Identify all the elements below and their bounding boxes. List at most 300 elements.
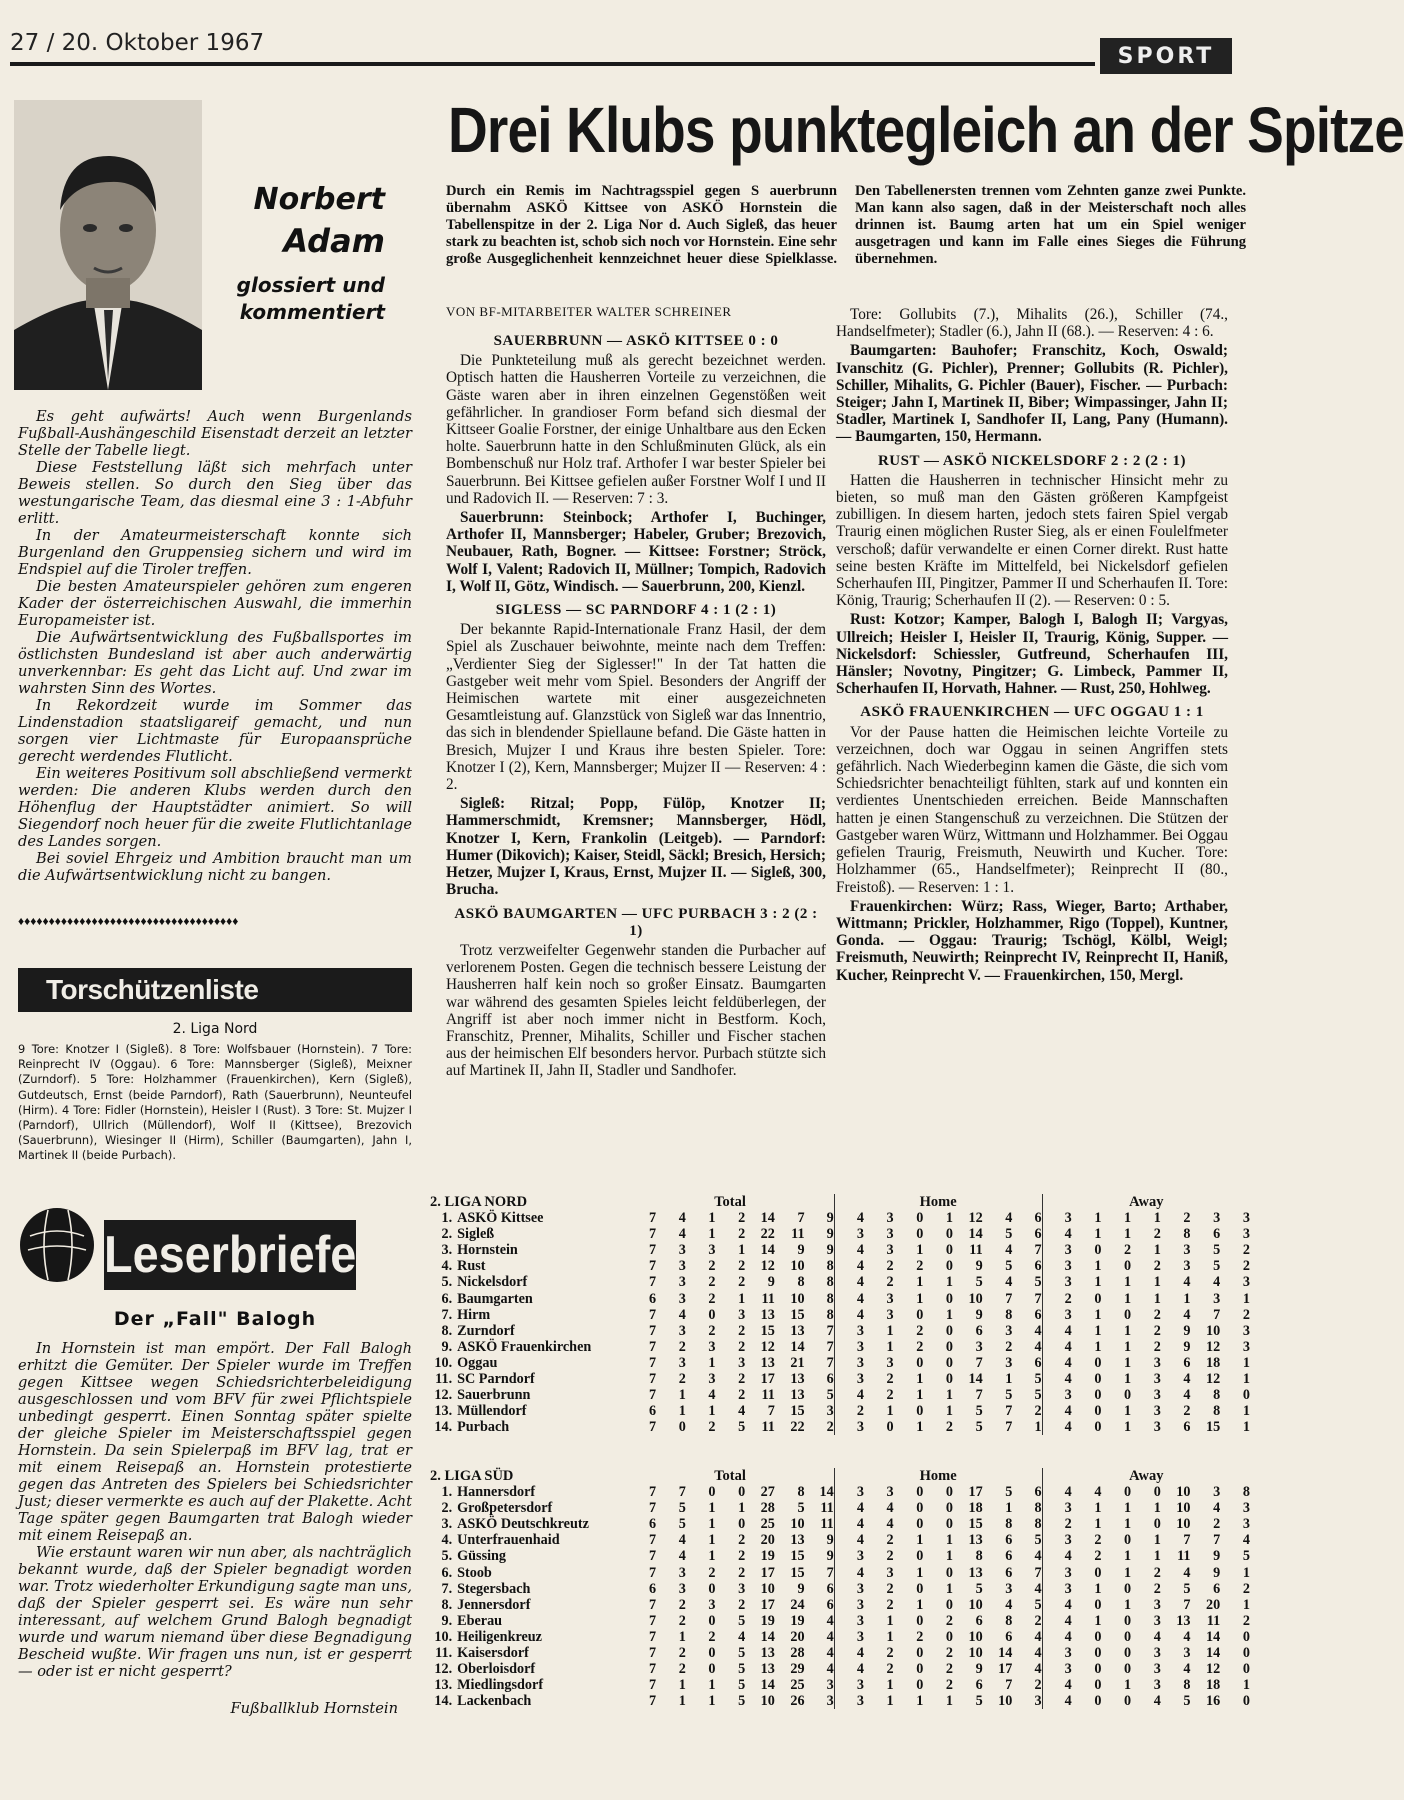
stat-cell: 1 <box>886 1612 894 1629</box>
stat-cell: 4 <box>1034 1645 1042 1662</box>
stat-cell: 2 <box>1153 1564 1161 1581</box>
stat-cell: 6 <box>649 1403 657 1420</box>
stat-cell: 0 <box>1094 1290 1102 1307</box>
table-row <box>430 1677 1250 1693</box>
stat-cell: 0 <box>708 1661 716 1678</box>
stat-cell: 8 <box>826 1290 834 1307</box>
stat-cell: 15 <box>1205 1419 1221 1436</box>
stat-cell: 7 <box>649 1210 657 1227</box>
stat-cell: 2 <box>1034 1612 1042 1629</box>
stat-cell: 2 <box>1034 1403 1042 1420</box>
stat-cell: 17 <box>998 1661 1013 1678</box>
stat-cell: 2 <box>1042 1291 1072 1307</box>
stat-cell: 25 <box>790 1677 805 1694</box>
stat-cell: 7 <box>1213 1532 1221 1549</box>
stat-cell: 12 <box>760 1338 775 1355</box>
stat-cell: 7 <box>649 1628 657 1645</box>
table-row <box>430 1500 1250 1516</box>
rank-cell: 6. <box>441 1564 453 1581</box>
stat-cell: 3 <box>678 1564 686 1581</box>
stat-cell: 5 <box>1213 1242 1221 1259</box>
stat-cell: 7 <box>649 1693 657 1710</box>
stat-cell: 8 <box>1242 1484 1250 1501</box>
scorers-subtitle: 2. Liga Nord <box>172 1021 258 1037</box>
stat-cell: 6 <box>1005 1548 1013 1565</box>
stat-cell: 10 <box>790 1516 805 1533</box>
stat-cell: 0 <box>1124 1306 1132 1323</box>
stat-cell: 6 <box>1034 1306 1042 1323</box>
stat-cell: 9 <box>1213 1564 1221 1581</box>
stat-cell: 7 <box>1034 1290 1042 1307</box>
stat-cell: 1 <box>708 1516 716 1533</box>
stat-cell: 1 <box>945 1532 953 1549</box>
team-cell: Baumgarten <box>457 1290 533 1307</box>
stat-cell: 9 <box>1213 1548 1221 1565</box>
stat-cell: 1 <box>1094 1612 1102 1629</box>
stat-cell: 0 <box>886 1419 894 1436</box>
stat-cell: 2 <box>678 1596 686 1613</box>
stat-cell: 6 <box>649 1516 657 1533</box>
stat-cell: 1 <box>1124 1516 1132 1533</box>
stat-cell: 1 <box>916 1419 924 1436</box>
stat-cell: 6 <box>975 1677 983 1694</box>
stat-cell: 7 <box>649 1338 657 1355</box>
stat-cell: 1 <box>738 1242 746 1259</box>
stat-cell: 4 <box>834 1242 864 1258</box>
stat-cell: 1 <box>886 1338 894 1355</box>
stat-cell: 4 <box>826 1628 834 1645</box>
stat-cell: 7 <box>649 1645 657 1662</box>
stat-cell: 13 <box>790 1387 805 1404</box>
stat-cell: 0 <box>1094 1661 1102 1678</box>
stat-cell: 6 <box>826 1371 834 1388</box>
stat-cell: 8 <box>797 1274 805 1291</box>
stat-cell: 3 <box>678 1322 686 1339</box>
stat-cell: 1 <box>678 1387 686 1404</box>
stat-cell: 1 <box>1124 1322 1132 1339</box>
stat-cell: 2 <box>1242 1242 1250 1259</box>
stat-cell: 1 <box>1242 1371 1250 1388</box>
stat-cell: 4 <box>1042 1629 1072 1645</box>
team-cell: Purbach <box>457 1419 510 1436</box>
stat-cell: 5 <box>975 1419 983 1436</box>
portrait-illustration <box>14 100 202 390</box>
stat-cell: 0 <box>1242 1628 1250 1645</box>
stat-cell: 2 <box>738 1532 746 1549</box>
stat-cell: 9 <box>975 1661 983 1678</box>
stat-cell: 10 <box>998 1693 1013 1710</box>
stat-cell: 6 <box>1005 1532 1013 1549</box>
stat-cell: 3 <box>1242 1226 1250 1243</box>
stat-cell: 15 <box>790 1564 805 1581</box>
stat-cell: 7 <box>649 1419 657 1436</box>
stat-cell: 3 <box>886 1242 894 1259</box>
stat-cell: 10 <box>790 1290 805 1307</box>
stat-cell: 1 <box>1005 1500 1013 1517</box>
stat-cell: 1 <box>945 1403 953 1420</box>
team-cell: Heiligenkreuz <box>457 1628 542 1645</box>
stat-cell: 1 <box>1153 1274 1161 1291</box>
stat-cell: 26 <box>790 1693 805 1710</box>
stat-cell: 18 <box>968 1500 983 1517</box>
stat-cell: 14 <box>760 1628 775 1645</box>
stat-cell: 19 <box>790 1612 805 1629</box>
stat-cell: 2 <box>1153 1580 1161 1597</box>
stat-cell: 0 <box>916 1500 924 1517</box>
match-lineup: Baumgarten: Bauhofer; Franschitz, Koch, Oswald; Ivanschitz (G. Pichler), Prenner; Gollubits (R. Pichler), Schiller, Mihalits, G. Pichler (Bauer), Fischer. — Purbach: Steiger; Jahn I, Martinek II, Biber; Wimpassinger, Jahn II; Stadler, Martinek I, Sandhofer II, Lang, Pany (Humann). — Baumgarten, 150, Hermann. <box>836 342 1228 446</box>
rank-cell: 14. <box>434 1693 453 1710</box>
stat-cell: 14 <box>1205 1645 1221 1662</box>
match-lineup: Sigleß: Ritzal; Popp, Fülöp, Knotzer II; Hammerschmidt, Kremsner; Mannsberger, Hödl, Knotzer I, Kern, Frankolin (Leitgeb). — Parndorf: Humer (Dikovich); Kaiser, Steidl, Säckl; Bresich, Hersich; Hetzer, Mujzer I, Kraus, Ernst, Mujzer II. — Sigleß, 300, Brucha. <box>446 795 826 899</box>
stat-cell: 13 <box>760 1354 775 1371</box>
stat-cell: 28 <box>760 1500 775 1517</box>
stat-cell: 1 <box>1124 1274 1132 1291</box>
stat-cell: 1 <box>678 1693 686 1710</box>
stat-cell: 7 <box>826 1354 834 1371</box>
stat-cell: 14 <box>968 1371 983 1388</box>
stat-cell: 4 <box>678 1532 686 1549</box>
stat-cell: 0 <box>945 1226 953 1243</box>
stat-cell: 1 <box>945 1274 953 1291</box>
stat-cell: 4 <box>834 1307 864 1323</box>
stat-cell: 9 <box>1183 1322 1191 1339</box>
stat-cell: 4 <box>834 1565 864 1581</box>
stat-cell: 3 <box>826 1677 834 1694</box>
table-row <box>430 1661 1250 1677</box>
stat-cell: 1 <box>916 1532 924 1549</box>
table-row <box>430 1355 1250 1371</box>
away-header: Away <box>1042 1468 1250 1484</box>
stat-cell: 4 <box>1183 1628 1191 1645</box>
stat-cell: 3 <box>1153 1419 1161 1436</box>
stat-cell: 2 <box>738 1322 746 1339</box>
stat-cell: 1 <box>886 1322 894 1339</box>
stat-cell: 2 <box>708 1322 716 1339</box>
columnist-last-name: Adam <box>283 222 385 260</box>
stat-cell: 3 <box>1042 1307 1072 1323</box>
stat-cell: 4 <box>1094 1484 1102 1501</box>
stat-cell: 7 <box>1034 1242 1042 1259</box>
stat-cell: 2 <box>738 1548 746 1565</box>
stat-cell: 5 <box>678 1500 686 1517</box>
stat-cell: 5 <box>1034 1274 1042 1291</box>
stat-cell: 2 <box>945 1612 953 1629</box>
team-cell: Miedlingsdorf <box>457 1677 544 1694</box>
stat-cell: 3 <box>886 1290 894 1307</box>
stat-cell: 7 <box>1183 1532 1191 1549</box>
match-lineup: Frauenkirchen: Würz; Rass, Wieger, Barto; Arthaber, Wittmann; Prickler, Holzhammer, Rigo (Toppel), Kuntner, Gonda. — Oggau: Traurig; Tschögl, Kölbl, Weigl; Freismuth, Neuwirth; Reinprecht IV, Reinprecht II, Haniß, Kucher, Reinprecht V. — Frauenkirchen, 150, Mergl. <box>836 897 1228 984</box>
stat-cell: 3 <box>1183 1645 1191 1662</box>
article-intro: Durch ein Remis im Nachtragsspiel gegen S auerbrunn übernahm ASKÖ Kittsee von ASKÖ Hornstein die Tabellenspitze in der 2. Liga Nor d. Auch Sigleß, das heuer stark zu beachten ist, schob sich noch vor Hornstein. Eine sehr große Ausgeglichenheit kennzeichnet heuer diese Spielklasse. Den Tabellenersten trennen vom Zehnten ganze zwei Punkte. Man kann also sagen, daß in der Meisterschaft noch alles drinnen ist. Baumg arten hat um ein Spiel weniger ausgetragen und kann im Falle eines Sieges die Führung übernehmen. <box>446 183 1246 268</box>
stat-cell: 5 <box>975 1274 983 1291</box>
stat-cell: 5 <box>1034 1371 1042 1388</box>
stat-cell: 0 <box>916 1580 924 1597</box>
stat-cell: 11 <box>969 1242 983 1259</box>
league-table-sued <box>430 1468 1250 1709</box>
table-row <box>430 1548 1250 1564</box>
stat-cell: 1 <box>1153 1290 1161 1307</box>
stat-cell: 11 <box>820 1516 834 1533</box>
football-icon <box>18 1206 96 1284</box>
stat-cell: 2 <box>1242 1306 1250 1323</box>
rank-cell: 6. <box>441 1290 453 1307</box>
stat-cell: 6 <box>1034 1258 1042 1275</box>
stat-cell: 3 <box>678 1274 686 1291</box>
stat-cell: 2 <box>1042 1516 1072 1532</box>
stat-cell: 1 <box>886 1628 894 1645</box>
rank-cell: 14. <box>434 1419 453 1436</box>
letter-title: Der „Fall" Balogh <box>113 1308 317 1330</box>
stat-cell: 1 <box>945 1306 953 1323</box>
stat-cell: 7 <box>649 1354 657 1371</box>
stat-cell: 5 <box>1183 1580 1191 1597</box>
stat-cell: 0 <box>1242 1387 1250 1404</box>
table-row <box>430 1581 1250 1597</box>
stat-cell: 3 <box>1242 1516 1250 1533</box>
stat-cell: 1 <box>1094 1516 1102 1533</box>
home-header: Home <box>834 1468 1042 1484</box>
team-cell: Hannersdorf <box>457 1484 536 1501</box>
stat-cell: 3 <box>834 1371 864 1387</box>
stat-cell: 3 <box>1042 1645 1072 1661</box>
stat-cell: 0 <box>1094 1387 1102 1404</box>
stat-cell: 3 <box>678 1580 686 1597</box>
stat-cell: 1 <box>678 1628 686 1645</box>
stat-cell: 10 <box>1176 1500 1191 1517</box>
stat-cell: 0 <box>1124 1484 1132 1501</box>
stat-cell: 0 <box>945 1628 953 1645</box>
stat-cell: 1 <box>1242 1354 1250 1371</box>
stat-cell: 4 <box>834 1274 864 1290</box>
stat-cell: 2 <box>945 1645 953 1662</box>
stat-cell: 0 <box>1124 1628 1132 1645</box>
stat-cell: 10 <box>1176 1516 1191 1533</box>
stat-cell: 6 <box>1034 1484 1042 1501</box>
team-cell: ASKÖ Deutschkreutz <box>457 1516 589 1533</box>
stat-cell: 4 <box>1005 1242 1013 1259</box>
page-folio: 27 / 20. Oktober 1967 <box>10 30 265 56</box>
stat-cell: 1 <box>916 1242 924 1259</box>
stat-cell: 0 <box>945 1242 953 1259</box>
stat-cell: 0 <box>1094 1354 1102 1371</box>
stat-cell: 19 <box>760 1612 775 1629</box>
stat-cell: 2 <box>1153 1338 1161 1355</box>
stat-cell: 3 <box>1042 1532 1072 1548</box>
stat-cell: 13 <box>790 1532 805 1549</box>
stat-cell: 3 <box>1242 1274 1250 1291</box>
stat-cell: 1 <box>708 1548 716 1565</box>
stat-cell: 0 <box>916 1516 924 1533</box>
commentary-paragraph: In Rekordzeit wurde im Sommer das Lindenstadion staatsligareif gemacht, und nun sorgen vier Lichtmaste für Europaansprüche gerecht werdendes Flutlicht. <box>18 697 412 765</box>
team-cell: Oggau <box>457 1354 498 1371</box>
stat-cell: 0 <box>1242 1693 1250 1710</box>
stat-cell: 14 <box>968 1226 983 1243</box>
columnist-portrait <box>14 100 202 390</box>
stat-cell: 5 <box>1183 1693 1191 1710</box>
stat-cell: 4 <box>1153 1693 1161 1710</box>
stat-cell: 7 <box>678 1484 686 1501</box>
table-header-row <box>430 1468 1250 1484</box>
league-name: 2. LIGA SÜD <box>430 1468 514 1484</box>
stat-cell: 6 <box>649 1580 657 1597</box>
stat-cell: 14 <box>760 1210 775 1227</box>
columnist-tagline-line2: kommentiert <box>239 300 385 324</box>
stat-cell: 0 <box>1094 1403 1102 1420</box>
stat-cell: 1 <box>708 1226 716 1243</box>
away-header: Away <box>1042 1194 1250 1210</box>
stat-cell: 5 <box>1213 1258 1221 1275</box>
stat-cell: 0 <box>1094 1419 1102 1436</box>
stat-cell: 5 <box>826 1387 834 1404</box>
rank-cell: 12. <box>434 1387 453 1404</box>
stat-cell: 0 <box>916 1661 924 1678</box>
stat-cell: 2 <box>834 1403 864 1419</box>
stat-cell: 0 <box>738 1516 746 1533</box>
stat-cell: 4 <box>1005 1596 1013 1613</box>
stat-cell: 2 <box>886 1548 894 1565</box>
stat-cell: 4 <box>886 1500 894 1517</box>
stat-cell: 3 <box>1042 1274 1072 1290</box>
stat-cell: 8 <box>826 1274 834 1291</box>
stat-cell: 2 <box>1153 1226 1161 1243</box>
stat-cell: 5 <box>738 1645 746 1662</box>
diamond-divider: ♦♦♦♦♦♦♦♦♦♦♦♦♦♦♦♦♦♦♦♦♦♦♦♦♦♦♦♦♦♦♦♦♦♦♦♦ <box>18 914 239 928</box>
stat-cell: 8 <box>797 1484 805 1501</box>
stat-cell: 11 <box>761 1419 775 1436</box>
stat-cell: 3 <box>834 1613 864 1629</box>
stat-cell: 2 <box>886 1645 894 1662</box>
stat-cell: 3 <box>1042 1500 1072 1516</box>
rank-cell: 2. <box>441 1226 453 1243</box>
table-row <box>430 1613 1250 1629</box>
rank-cell: 5. <box>441 1548 453 1565</box>
stat-cell: 2 <box>738 1274 746 1291</box>
stat-cell: 18 <box>1205 1677 1221 1694</box>
stat-cell: 1 <box>916 1371 924 1388</box>
stat-cell: 0 <box>1124 1661 1132 1678</box>
stat-cell: 13 <box>1176 1612 1191 1629</box>
commentary-paragraph: Die Aufwärtsentwicklung des Fußballsportes im östlichsten Bundesland ist aber auch anderwärtig unverkennbar: Es geht das Licht auf. Und zwar im wahrsten Sinn des Wortes. <box>18 629 412 697</box>
team-cell: Eberau <box>457 1612 503 1629</box>
stat-cell: 3 <box>1042 1581 1072 1597</box>
rank-cell: 13. <box>434 1677 453 1694</box>
stat-cell: 7 <box>649 1322 657 1339</box>
stat-cell: 1 <box>678 1677 686 1694</box>
stat-cell: 2 <box>945 1661 953 1678</box>
team-cell: Hornstein <box>457 1242 518 1259</box>
stat-cell: 3 <box>678 1354 686 1371</box>
table-row <box>430 1645 1250 1661</box>
team-cell: Güssing <box>457 1548 507 1565</box>
stat-cell: 3 <box>738 1306 746 1323</box>
match-heading: ASKÖ BAUMGARTEN — UFC PURBACH 3 : 2 (2 : 1) <box>454 905 818 939</box>
stat-cell: 7 <box>1005 1290 1013 1307</box>
stat-cell: 7 <box>649 1484 657 1501</box>
stat-cell: 3 <box>1042 1387 1072 1403</box>
stat-cell: 3 <box>1005 1322 1013 1339</box>
stat-cell: 9 <box>797 1242 805 1259</box>
stat-cell: 1 <box>916 1564 924 1581</box>
stat-cell: 7 <box>649 1274 657 1291</box>
stat-cell: 2 <box>1153 1306 1161 1323</box>
stat-cell: 0 <box>916 1612 924 1629</box>
stat-cell: 4 <box>1042 1597 1072 1613</box>
stat-cell: 3 <box>1183 1258 1191 1275</box>
stat-cell: 2 <box>678 1661 686 1678</box>
stat-cell: 0 <box>1124 1258 1132 1275</box>
stat-cell: 3 <box>1153 1371 1161 1388</box>
stat-cell: 10 <box>968 1290 983 1307</box>
stat-cell: 3 <box>1153 1677 1161 1694</box>
stat-cell: 3 <box>1242 1500 1250 1517</box>
stat-cell: 15 <box>790 1548 805 1565</box>
stat-cell: 5 <box>1242 1548 1250 1565</box>
stat-cell: 16 <box>1205 1693 1221 1710</box>
stat-cell: 3 <box>1153 1387 1161 1404</box>
stat-cell: 4 <box>1213 1274 1221 1291</box>
letter-body <box>18 1340 412 1680</box>
stat-cell: 1 <box>945 1387 953 1404</box>
stat-cell: 2 <box>1242 1580 1250 1597</box>
stat-cell: 0 <box>916 1354 924 1371</box>
stat-cell: 4 <box>886 1516 894 1533</box>
commentary-paragraph: Ein weiteres Positivum soll abschließend vermerkt werden: Die anderen Klubs werden durch den Höhenflug der Hauptstädter animiert. So will Siegendorf noch heuer für die zweite Flutlichtanlage des Landes sorgen. <box>18 765 412 850</box>
stat-cell: 1 <box>1153 1532 1161 1549</box>
stat-cell: 11 <box>1206 1612 1221 1629</box>
stat-cell: 2 <box>886 1596 894 1613</box>
stat-cell: 0 <box>1124 1532 1132 1549</box>
stat-cell: 19 <box>760 1548 775 1565</box>
stat-cell: 15 <box>760 1322 775 1339</box>
stat-cell: 0 <box>945 1258 953 1275</box>
stat-cell: 3 <box>1242 1338 1250 1355</box>
stat-cell: 6 <box>975 1322 983 1339</box>
stat-cell: 11 <box>820 1500 834 1517</box>
team-cell: ASKÖ Frauenkirchen <box>457 1338 592 1355</box>
stat-cell: 2 <box>886 1274 894 1291</box>
stat-cell: 1 <box>886 1677 894 1694</box>
stat-cell: 17 <box>760 1596 775 1613</box>
stat-cell: 4 <box>834 1210 864 1226</box>
stat-cell: 1 <box>1005 1371 1013 1388</box>
stat-cell: 11 <box>761 1290 775 1307</box>
stat-cell: 1 <box>1094 1500 1102 1517</box>
stat-cell: 4 <box>834 1645 864 1661</box>
rank-cell: 2. <box>441 1500 453 1517</box>
stat-cell: 8 <box>826 1258 834 1275</box>
stat-cell: 1 <box>1094 1258 1102 1275</box>
stat-cell: 5 <box>1034 1596 1042 1613</box>
stat-cell: 4 <box>1242 1532 1250 1549</box>
headline: Drei Klubs punktegleich an der Spitze <box>448 94 1404 166</box>
stat-cell: 6 <box>826 1596 834 1613</box>
stat-cell: 0 <box>916 1677 924 1694</box>
stat-cell: 4 <box>834 1516 864 1532</box>
stat-cell: 4 <box>1042 1693 1072 1709</box>
league-table-nord <box>430 1194 1250 1435</box>
stat-cell: 0 <box>1153 1516 1161 1533</box>
stat-cell: 8 <box>1034 1516 1042 1533</box>
stat-cell: 4 <box>678 1548 686 1565</box>
stat-cell: 8 <box>975 1548 983 1565</box>
stat-cell: 1 <box>1153 1210 1161 1227</box>
stat-cell: 9 <box>826 1226 834 1243</box>
table-row <box>430 1516 1250 1532</box>
stat-cell: 0 <box>916 1548 924 1565</box>
stat-cell: 5 <box>1005 1226 1013 1243</box>
stat-cell: 1 <box>1124 1677 1132 1694</box>
scorers-banner: Torschützenliste <box>18 968 412 1012</box>
